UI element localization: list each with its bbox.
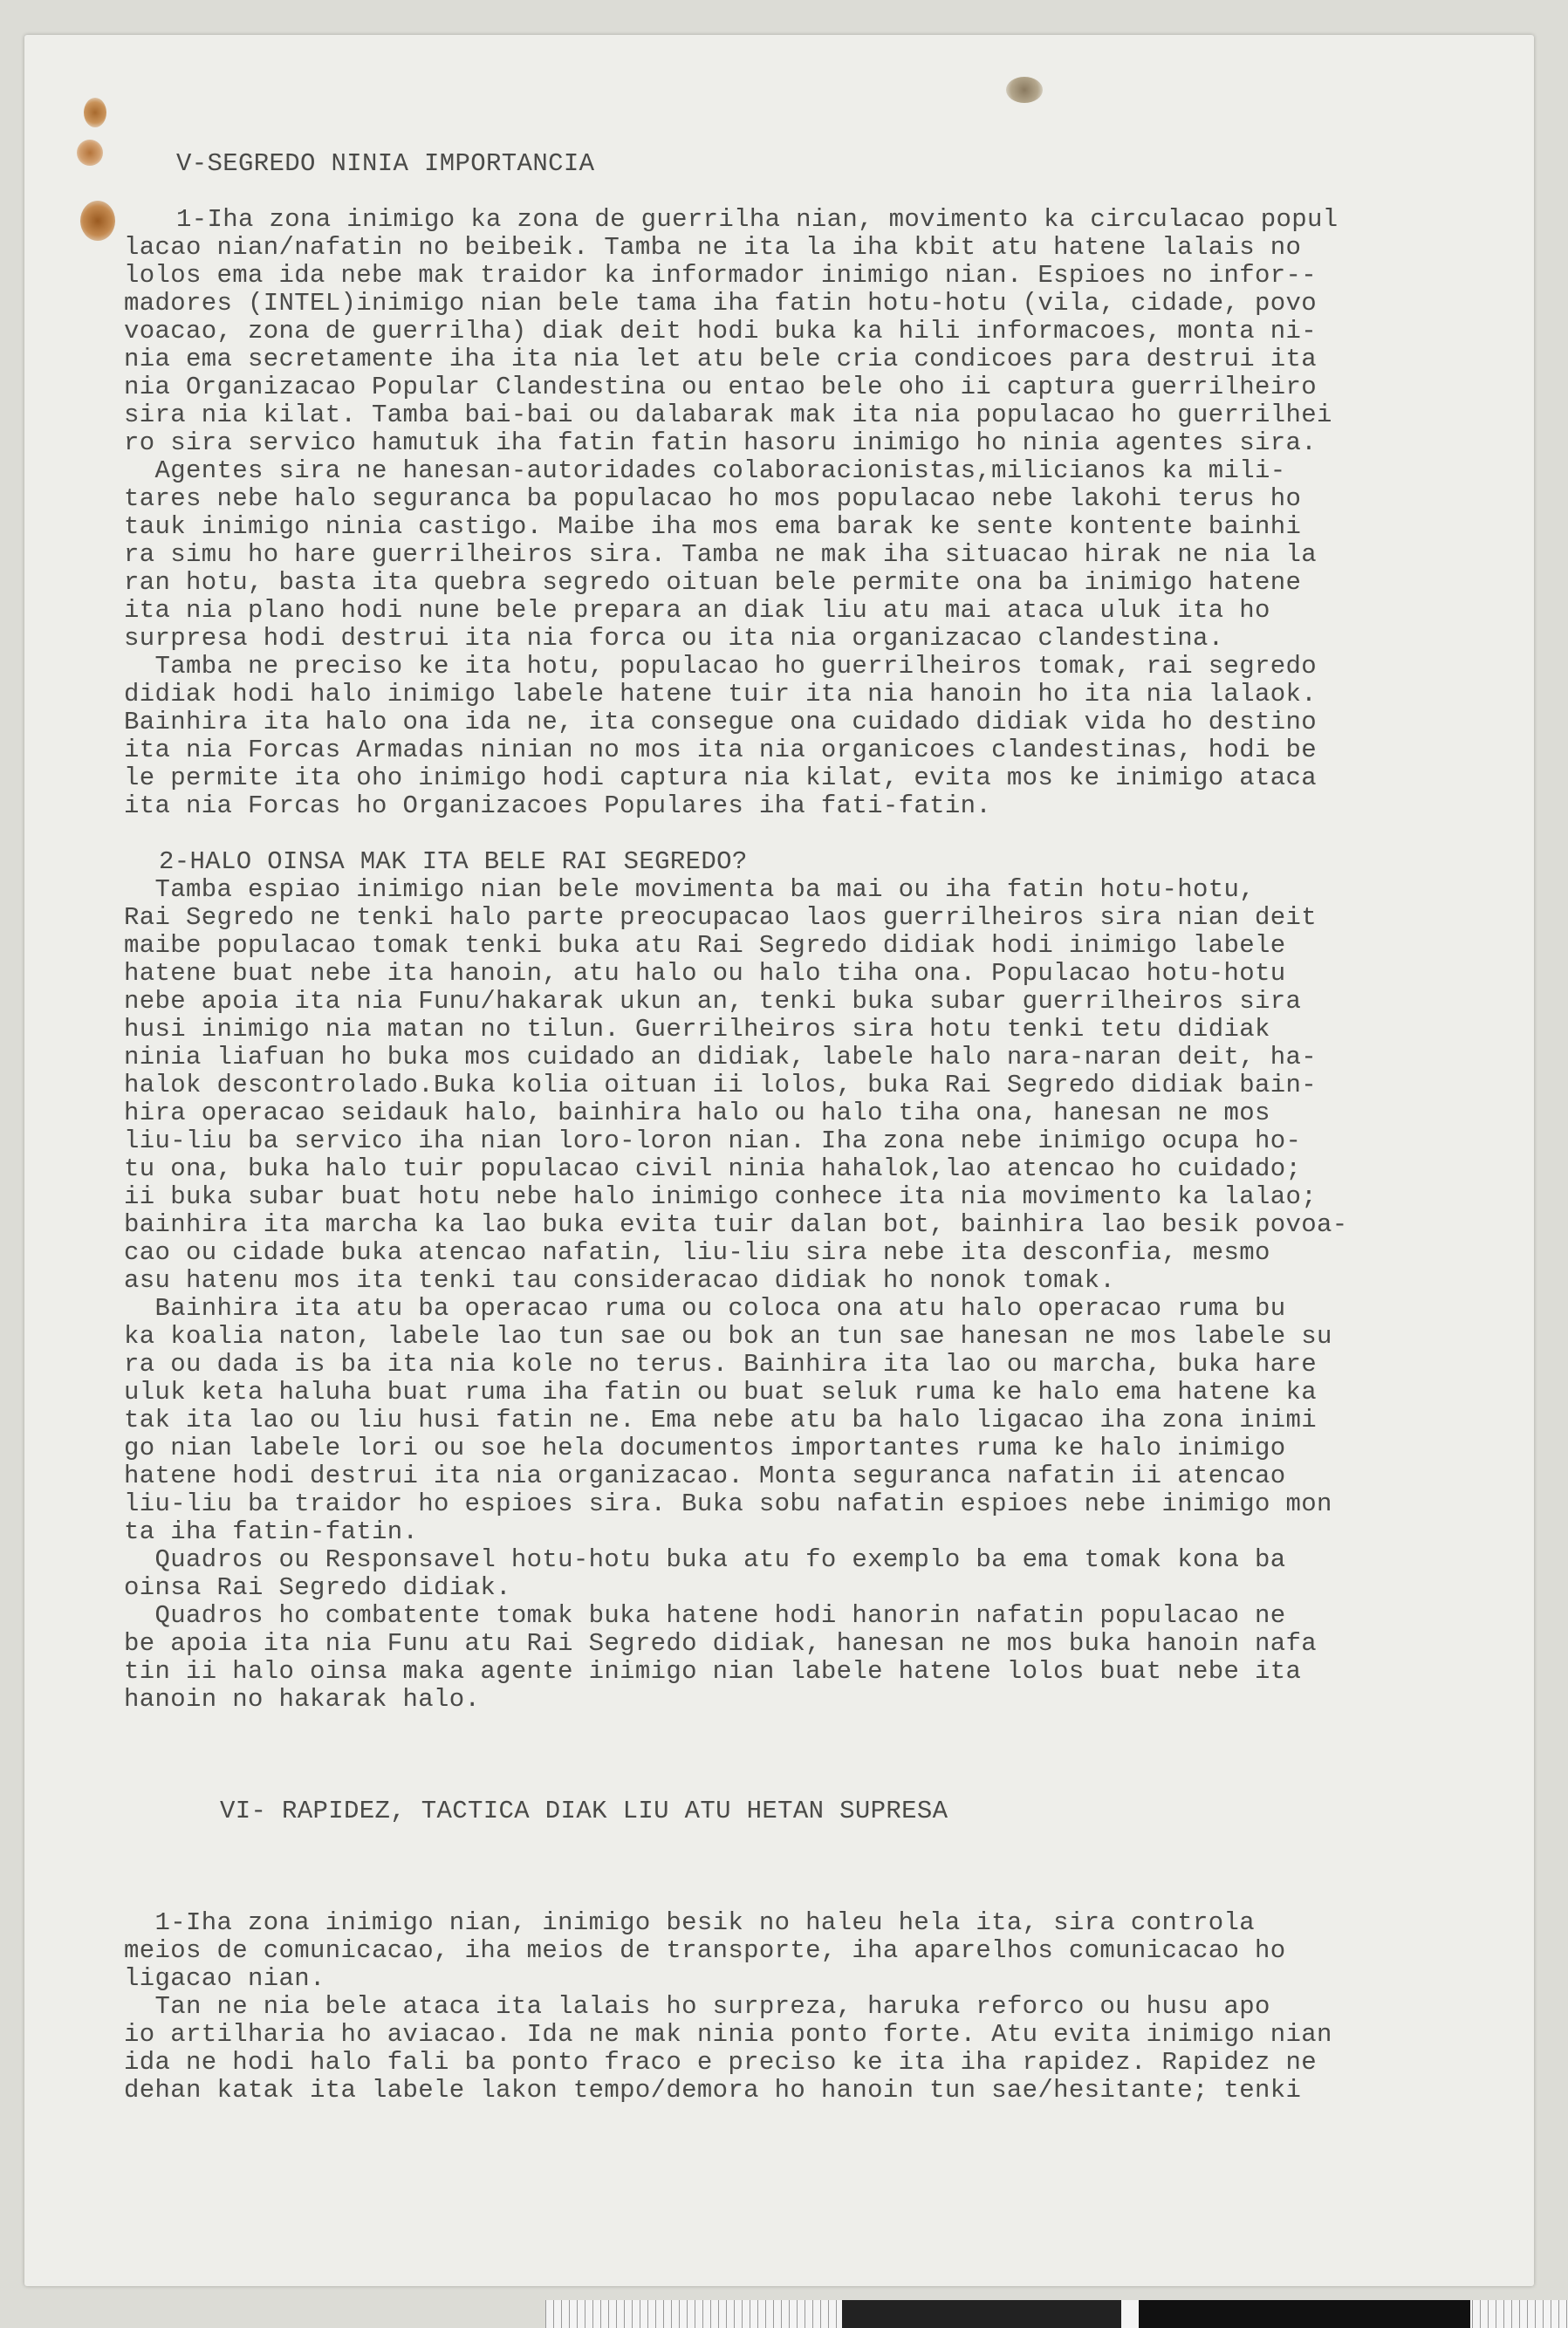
- text-line: oinsa Rai Segredo didiak.: [124, 1573, 511, 1602]
- paragraph: [124, 653, 1511, 820]
- text-line: ra simu ho hare guerrilheiros sira. Tamba ne mak iha situacao hirak ne nia la: [124, 540, 1317, 569]
- text-line: meios de comunicacao, iha meios de transporte, iha aparelhos comunicacao ho: [124, 1936, 1286, 1965]
- color-calibration-block: [1139, 2300, 1470, 2328]
- text-line: husi inimigo nia matan no tilun. Guerrilheiros sira hotu tenki tetu didiak: [124, 1015, 1270, 1044]
- text-line: 1-Iha zona inimigo ka zona de guerrilha nian, movimento ka circulacao popul: [176, 205, 1339, 234]
- section-heading: VI- RAPIDEZ, TACTICA DIAK LIU ATU HETAN SUPRESA: [220, 1797, 948, 1825]
- text-line: nia ema secretamente iha ita nia let atu bele cria condicoes para destrui ita: [124, 345, 1317, 373]
- text-line: voacao, zona de guerrilha) diak deit hodi buka ka hili informacoes, monta ni-: [124, 317, 1317, 346]
- text-line: io artilharia ho aviacao. Ida ne mak ninia ponto forte. Atu evita inimigo nian: [124, 2020, 1332, 2049]
- text-line: ita nia plano hodi nune bele prepara an diak liu atu mai ataca uluk ita ho: [124, 596, 1270, 625]
- text-line: liu-liu ba servico iha nian loro-loron nian. Iha zona nebe inimigo ocupa ho-: [124, 1126, 1302, 1155]
- text-line: ka koalia naton, labele lao tun sae ou bok an tun sae hanesan ne mos labele su: [124, 1322, 1332, 1351]
- text-line: ran hotu, basta ita quebra segredo oituan bele permite ona ba inimigo hatene: [124, 568, 1302, 597]
- paragraph: [124, 206, 1511, 457]
- text-line: Bainhira ita halo ona ida ne, ita consegue ona cuidado didiak vida ho destino: [124, 708, 1317, 736]
- color-calibration-block: [1121, 2300, 1139, 2328]
- text-line: dehan katak ita labele lakon tempo/demora ho hanoin tun sae/hesitante; tenki: [124, 2076, 1302, 2105]
- text-line: lolos ema ida nebe mak traidor ka informador inimigo nian. Espioes no infor--: [124, 261, 1317, 290]
- rust-stain: [77, 140, 103, 166]
- text-line: Tamba ne preciso ke ita hotu, populacao ho guerrilheiros tomak, rai segredo: [124, 652, 1317, 681]
- text-line: bainhira ita marcha ka lao buka evita tuir dalan bot, bainhira lao besik povoa-: [124, 1210, 1348, 1239]
- text-line: hanoin no hakarak halo.: [124, 1685, 481, 1714]
- text-line: be apoia ita nia Funu atu Rai Segredo didiak, hanesan ne mos buka hanoin nafa: [124, 1629, 1317, 1658]
- paragraph: [124, 1546, 1511, 1602]
- ink-blot: [1006, 77, 1043, 103]
- text-line: madores (INTEL)inimigo nian bele tama iha fatin hotu-hotu (vila, cidade, povo: [124, 289, 1317, 318]
- text-line: hira operacao seidauk halo, bainhira halo ou halo tiha ona, hanesan ne mos: [124, 1099, 1270, 1127]
- text-line: tak ita lao ou liu husi fatin ne. Ema nebe atu ba halo ligacao iha zona inimi: [124, 1406, 1317, 1434]
- text-line: ninia liafuan ho buka mos cuidado an didiak, labele halo nara-naran deit, ha-: [124, 1043, 1317, 1072]
- text-line: tares nebe halo seguranca ba populacao ho mos populacao nebe lakohi terus ho: [124, 484, 1302, 513]
- paragraph: [124, 1909, 1511, 1993]
- text-line: didiak hodi halo inimigo labele hatene tuir ita nia hanoin ho ita nia lalaok.: [124, 680, 1317, 709]
- text-line: go nian labele lori ou soe hela documentos importantes ruma ke halo inimigo: [124, 1434, 1286, 1462]
- section-heading: V-SEGREDO NINIA IMPORTANCIA: [176, 149, 595, 178]
- text-line: cao ou cidade buka atencao nafatin, liu-liu sira nebe ita desconfia, mesmo: [124, 1238, 1270, 1267]
- subsection-heading: 2-HALO OINSA MAK ITA BELE RAI SEGREDO?: [159, 847, 748, 876]
- paragraph: [124, 1602, 1511, 1714]
- text-line: ida ne hodi halo fali ba ponto fraco e preciso ke ita iha rapidez. Rapidez ne: [124, 2048, 1317, 2077]
- paragraph: [124, 876, 1511, 1295]
- text-line: ro sira servico hamutuk iha fatin fatin hasoru inimigo ho ninia agentes sira.: [124, 428, 1317, 457]
- text-line: nebe apoia ita nia Funu/hakarak ukun an, tenki buka subar guerrilheiros sira: [124, 987, 1302, 1016]
- text-line: lacao nian/nafatin no beibeik. Tamba ne ita la iha kbit atu hatene lalais no: [124, 233, 1302, 262]
- document-body: [124, 150, 1511, 2105]
- text-line: nia Organizacao Popular Clandestina ou entao bele oho ii captura guerrilheiro: [124, 373, 1317, 401]
- paragraph: [124, 457, 1511, 653]
- text-line: tauk inimigo ninia castigo. Maibe iha mos ema barak ke sente kontente bainhi: [124, 512, 1302, 541]
- text-line: tu ona, buka halo tuir populacao civil ninia hahalok,lao atencao ho cuidado;: [124, 1154, 1302, 1183]
- text-line: hatene hodi destrui ita nia organizacao. Monta seguranca nafatin ii atencao: [124, 1462, 1286, 1490]
- text-line: le permite ita oho inimigo hodi captura nia kilat, evita mos ke inimigo ataca: [124, 763, 1317, 792]
- text-line: Quadros ho combatente tomak buka hatene hodi hanorin nafatin populacao ne: [124, 1601, 1286, 1630]
- text-line: hatene buat nebe ita hanoin, atu halo ou halo tiha ona. Populacao hotu-hotu: [124, 959, 1286, 988]
- text-line: sira nia kilat. Tamba bai-bai ou dalabarak mak ita nia populacao ho guerrilhei: [124, 401, 1332, 429]
- color-calibration-block: [842, 2300, 1121, 2328]
- text-line: Quadros ou Responsavel hotu-hotu buka atu fo exemplo ba ema tomak kona ba: [124, 1545, 1286, 1574]
- text-line: liu-liu ba traidor ho espioes sira. Buka sobu nafatin espioes nebe inimigo mon: [124, 1489, 1332, 1518]
- text-line: ii buka subar buat hotu nebe halo inimigo conhece ita nia movimento ka lalao;: [124, 1182, 1317, 1211]
- rust-stain: [80, 201, 115, 241]
- text-line: 1-Iha zona inimigo nian, inimigo besik no haleu hela ita, sira controla: [124, 1908, 1255, 1937]
- text-line: Tamba espiao inimigo nian bele movimenta ba mai ou iha fatin hotu-hotu,: [124, 875, 1255, 904]
- paragraph: [124, 1993, 1511, 2105]
- text-line: maibe populacao tomak tenki buka atu Rai Segredo didiak hodi inimigo labele: [124, 931, 1286, 960]
- scan-ruler: [545, 2300, 1568, 2328]
- text-line: ita nia Forcas Armadas ninian no mos ita nia organicoes clandestinas, hodi be: [124, 736, 1317, 764]
- text-line: ligacao nian.: [124, 1964, 325, 1993]
- rust-stain: [84, 98, 106, 127]
- text-line: asu hatenu mos ita tenki tau consideracao didiak ho nonok tomak.: [124, 1266, 1116, 1295]
- text-line: ra ou dada is ba ita nia kole no terus. Bainhira ita lao ou marcha, buka hare: [124, 1350, 1317, 1379]
- text-line: Tan ne nia bele ataca ita lalais ho surpreza, haruka reforco ou husu apo: [124, 1992, 1270, 2021]
- text-line: Bainhira ita atu ba operacao ruma ou coloca ona atu halo operacao ruma bu: [124, 1294, 1286, 1323]
- text-line: halok descontrolado.Buka kolia oituan ii lolos, buka Rai Segredo didiak bain-: [124, 1071, 1317, 1099]
- paragraph: [124, 1295, 1511, 1546]
- text-line: Agentes sira ne hanesan-autoridades colaboracionistas,milicianos ka mili-: [124, 456, 1286, 485]
- text-line: ita nia Forcas ho Organizacoes Populares iha fati-fatin.: [124, 791, 992, 820]
- text-line: ta iha fatin-fatin.: [124, 1517, 419, 1546]
- text-line: Rai Segredo ne tenki halo parte preocupacao laos guerrilheiros sira nian deit: [124, 903, 1317, 932]
- text-line: tin ii halo oinsa maka agente inimigo nian labele hatene lolos buat nebe ita: [124, 1657, 1302, 1686]
- text-line: uluk keta haluha buat ruma iha fatin ou buat seluk ruma ke halo ema hatene ka: [124, 1378, 1317, 1407]
- text-line: surpresa hodi destrui ita nia forca ou ita nia organizacao clandestina.: [124, 624, 1224, 653]
